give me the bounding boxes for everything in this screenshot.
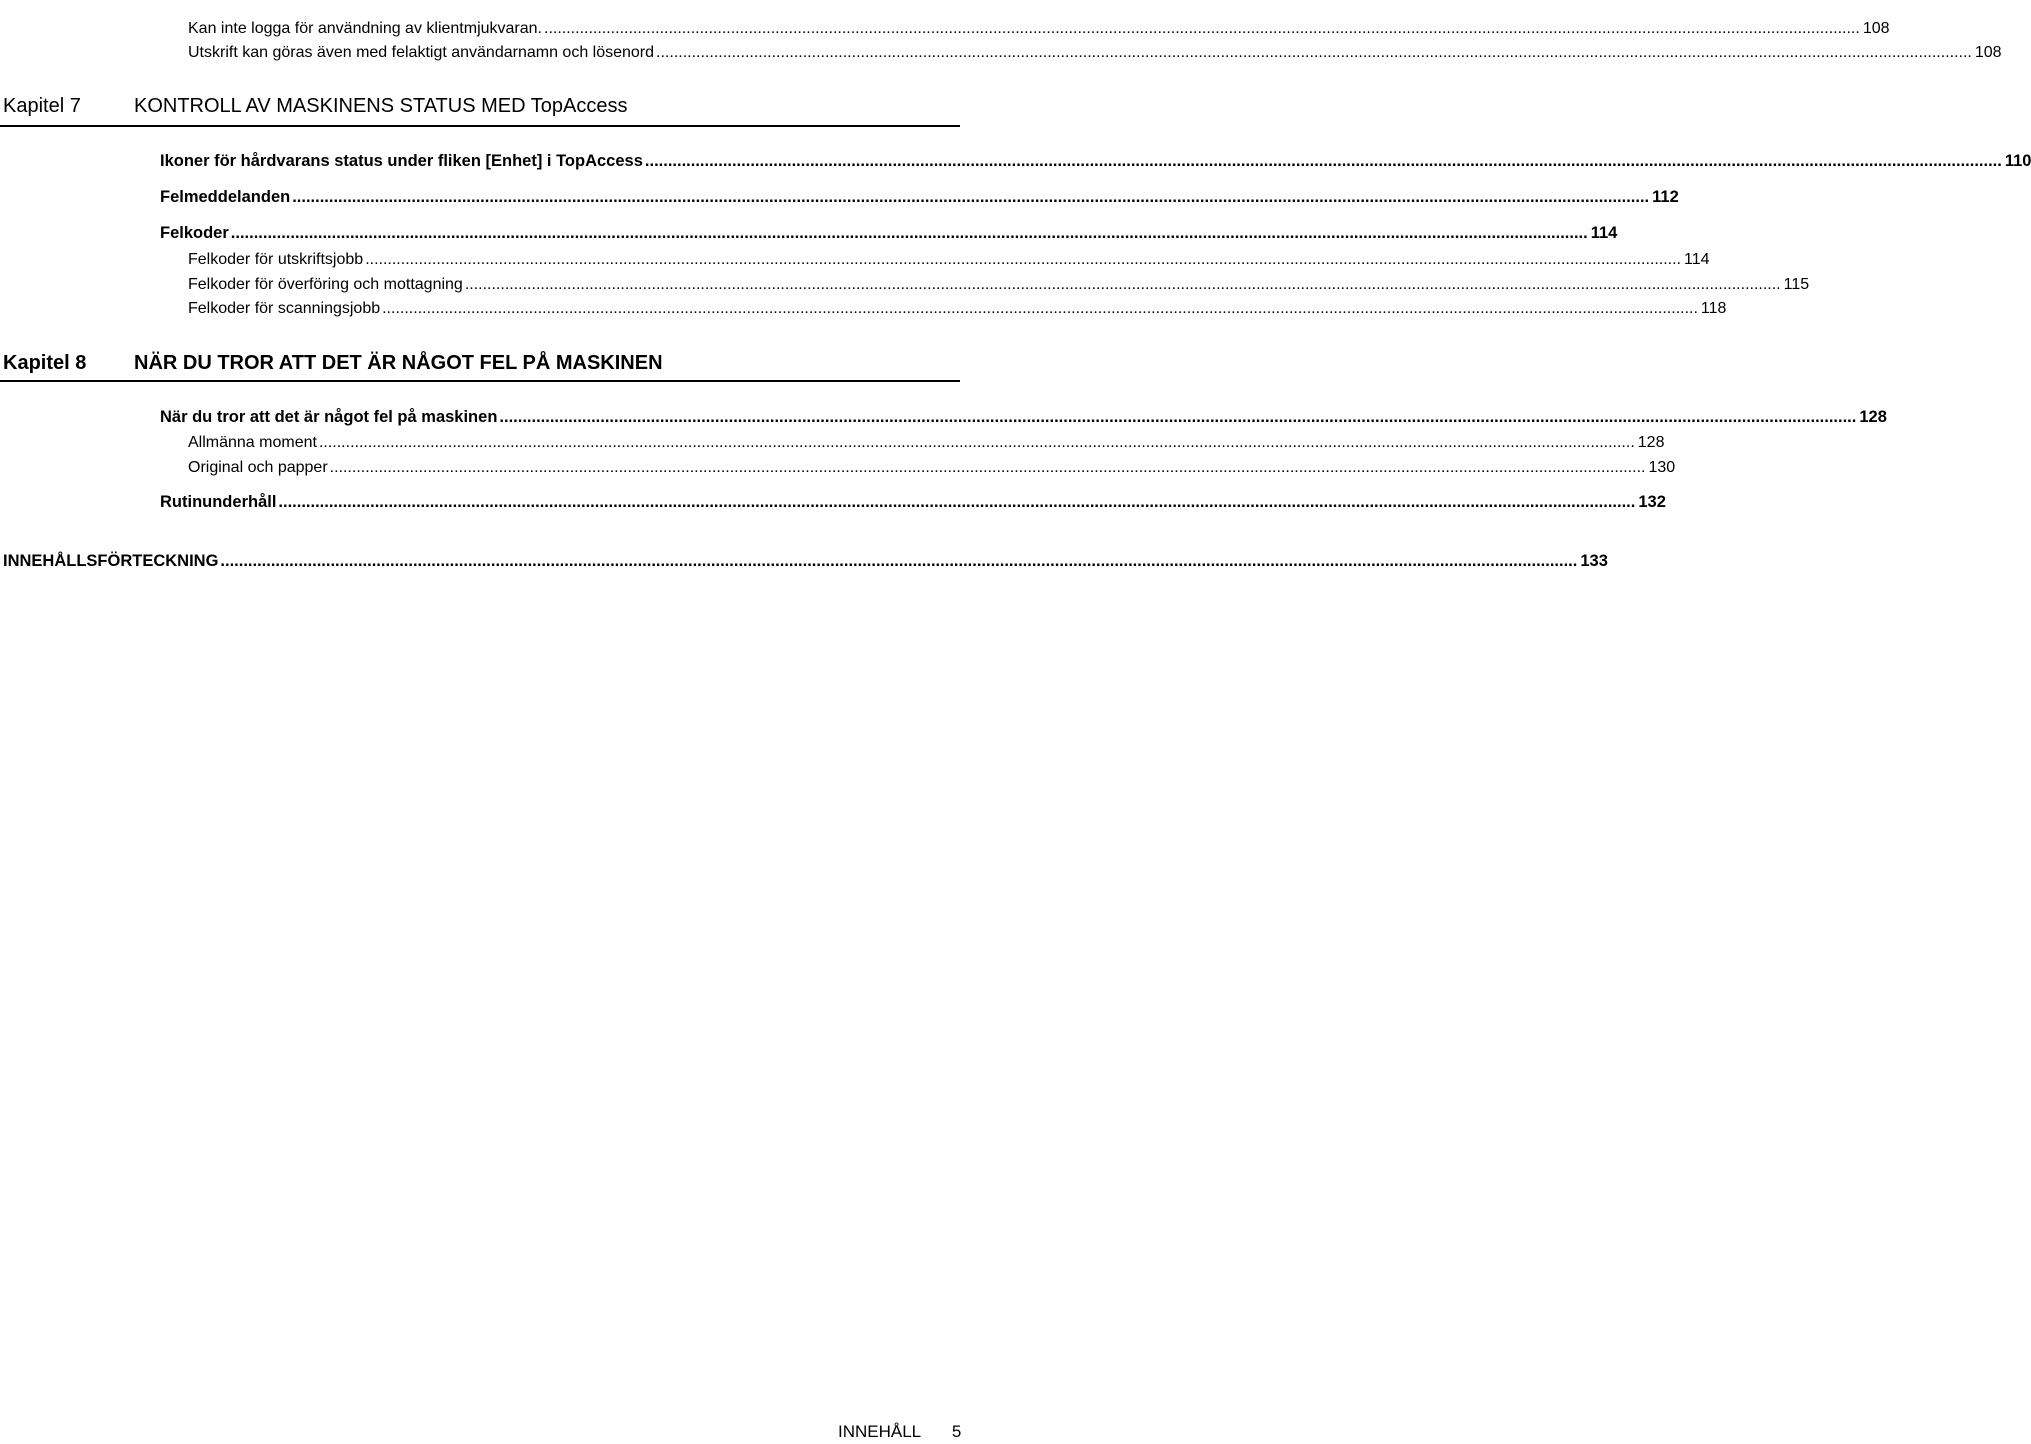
dot-leader [499, 408, 1856, 427]
toc-entry[interactable] [188, 44, 2002, 62]
dot-leader [365, 251, 1681, 269]
toc-entry-title: Felkoder för utskriftsjobb [188, 251, 364, 268]
dot-leader [319, 434, 1635, 452]
dot-leader [382, 300, 1698, 318]
toc-entry-page: 133 [1580, 552, 1608, 570]
toc-entry[interactable] [160, 224, 1618, 243]
chapter-7-label: Kapitel 7 [3, 95, 81, 117]
toc-entry-page: 132 [1638, 493, 1666, 511]
toc-entry-title: Utskrift kan göras även med felaktigt användarnamn och lösenord [188, 44, 655, 61]
footer-page-number: 5 [951, 1422, 962, 1441]
toc-entry[interactable] [160, 408, 1887, 427]
toc-entry[interactable] [188, 276, 1810, 294]
toc-entry-page: 115 [1783, 276, 1810, 293]
chapter-8-rule [0, 380, 960, 382]
toc-entry-title: När du tror att det är något fel på maskinen [160, 408, 498, 426]
toc-entry-title: Felmeddelanden [160, 188, 291, 206]
toc-entry-title: Ikoner för hårdvarans status under fliken [Enhet] i TopAccess [160, 152, 643, 170]
toc-entry-title: Rutinunderhåll [160, 493, 277, 511]
toc-entry-page: 108 [1862, 20, 1890, 37]
toc-entry-page: 112 [1652, 188, 1679, 206]
toc-entry-page: 110 [2004, 152, 2031, 170]
dot-leader [656, 44, 1972, 62]
toc-entry-page: 114 [1684, 251, 1710, 268]
toc-entry-page: 130 [1648, 459, 1676, 476]
toc-entry[interactable] [188, 459, 1676, 477]
dot-leader [220, 552, 1577, 571]
dot-leader [465, 276, 1781, 294]
toc-entry[interactable] [188, 251, 1710, 269]
toc-entry-title: Felkoder för överföring och mottagning [188, 276, 463, 293]
toc-entry-title: Allmänna moment [188, 434, 317, 451]
toc-entry-index[interactable] [3, 552, 1608, 571]
toc-entry-page: 128 [1637, 434, 1665, 451]
toc-entry-title: Original och papper [188, 459, 328, 476]
toc-entry-title: Felkoder för scanningsjobb [188, 300, 381, 317]
chapter-8-title[interactable]: NÄR DU TROR ATT DET ÄR NÅGOT FEL PÅ MASKINEN [134, 352, 663, 374]
toc-entry-page: 128 [1859, 408, 1887, 426]
toc-entry[interactable] [188, 20, 1890, 38]
dot-leader [292, 188, 1649, 207]
toc-entry[interactable] [188, 434, 1665, 452]
dot-leader [278, 493, 1635, 512]
dot-leader [330, 459, 1646, 477]
toc-entry-title: Felkoder [160, 224, 229, 242]
page-footer [838, 1422, 961, 1442]
toc-entry-page: 118 [1700, 300, 1727, 317]
toc-entry-page: 108 [1974, 44, 2002, 61]
toc-entry-page: 114 [1590, 224, 1618, 242]
dot-leader [544, 20, 1860, 38]
dot-leader [231, 224, 1588, 243]
toc-entry[interactable] [188, 300, 1727, 318]
toc-entry[interactable] [160, 188, 1679, 207]
toc-entry-title: Kan inte logga för användning av klientmjukvaran. [188, 20, 542, 37]
toc-entry[interactable] [160, 152, 2031, 171]
dot-leader [645, 152, 2002, 171]
footer-section: INNEHÅLL [838, 1422, 922, 1441]
chapter-7-title[interactable]: KONTROLL AV MASKINENS STATUS MED TopAccess [134, 95, 628, 117]
toc-entry[interactable] [160, 493, 1666, 512]
toc-entry-title: INNEHÅLLSFÖRTECKNING [3, 552, 219, 570]
chapter-7-rule [0, 125, 960, 127]
chapter-8-label: Kapitel 8 [3, 352, 87, 374]
